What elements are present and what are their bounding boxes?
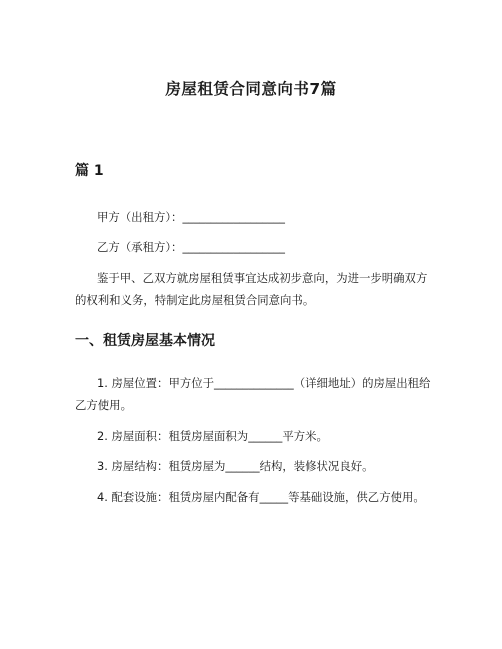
item-1-text-end: （详细地址）的房屋出租给乙方使用。: [75, 376, 431, 412]
section-1-heading: 一、租赁房屋基本情况: [75, 333, 215, 349]
party-b-line: [75, 236, 431, 258]
item-1-text: 1. 房屋位置：甲方位于: [97, 376, 215, 390]
item-3-blank: ______: [225, 459, 260, 473]
item-3-text: 3. 房屋结构：租赁房屋为: [97, 459, 226, 473]
item-4-text-end: 等基础设施，供乙方使用。: [288, 490, 425, 504]
preamble-paragraph: 鉴于甲、乙双方就房屋租赁事宜达成初步意向，为进一步明确双方的权利和义务，特制定此房屋租赁合同意向书。: [75, 271, 428, 307]
item-4-text: 4. 配套设施：租赁房屋内配备有: [97, 490, 260, 504]
item-1-blank: ______________: [214, 376, 294, 390]
item-4-blank: _____: [259, 490, 289, 504]
part-heading: 篇 1: [75, 163, 104, 179]
document-title: 房屋租赁合同意向书7篇: [165, 80, 337, 98]
item-2-text: 2. 房屋面积：租赁房屋面积为: [97, 429, 249, 443]
item-2-blank: ______: [248, 429, 283, 443]
list-item: [75, 425, 431, 447]
party-b-label: 乙方（承租方）：: [97, 240, 183, 254]
party-a-line: [75, 206, 431, 228]
item-2-text-end: 平方米。: [282, 429, 328, 443]
list-item: [75, 486, 431, 508]
party-a-blank: __________________: [182, 210, 285, 224]
item-3-text-end: 结构，装修状况良好。: [259, 459, 374, 473]
party-b-blank: __________________: [182, 240, 285, 254]
list-item: [75, 455, 431, 477]
list-item: [75, 372, 431, 416]
party-a-label: 甲方（出租方）：: [97, 210, 183, 224]
